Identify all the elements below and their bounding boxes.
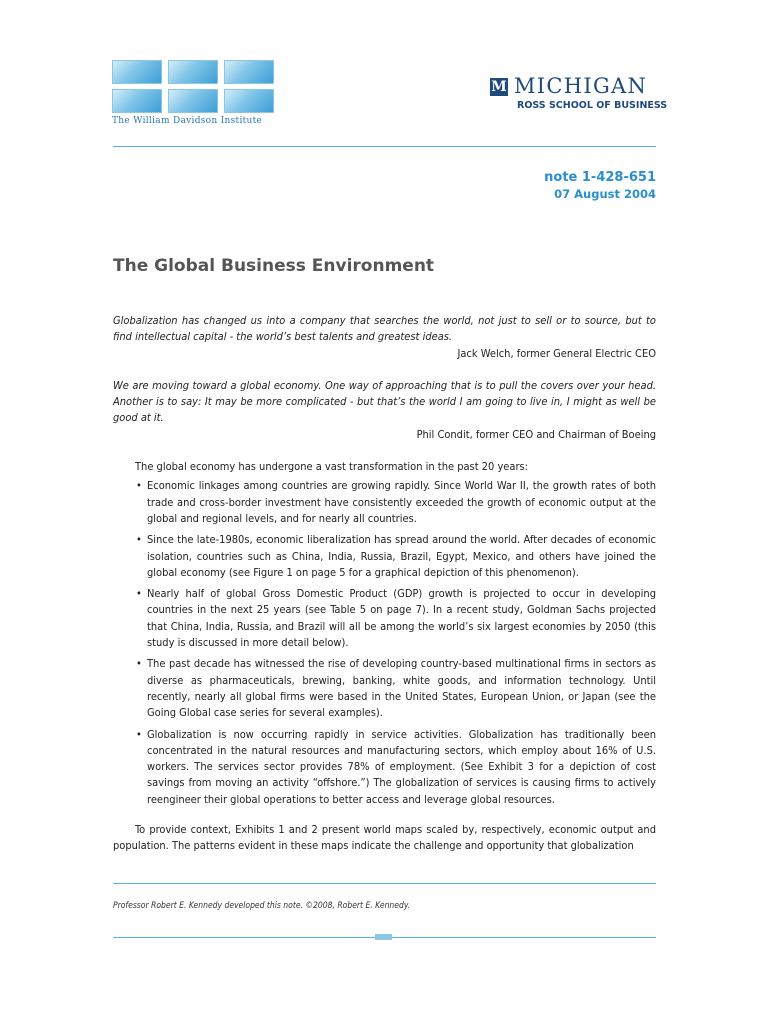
quote-text: Globalization has changed us into a company that searches the world, not just to sell or to source, but to find intellectual capital - the world’s best talents and greatest ideas. <box>113 314 656 344</box>
school-name: ROSS SCHOOL OF BUSINESS <box>517 100 668 111</box>
logo-tile-grid <box>112 60 282 113</box>
note-info <box>544 169 656 202</box>
bullet-item: • Nearly half of global Gross Domestic Product (GDP) growth is projected to occur in developing countries in the next 25 years (see Table 5 on page 7). In a recent study, Goldman Sachs projected that China, India, Russia, and Brazil will all be among the world’s six largest economies by 2050 (this study is discussed in more detail below). <box>135 586 656 651</box>
quote-text: We are moving toward a global economy. One way of approaching that is to pull the covers over your head. Another is to say: It may be more complicated - but that’s the world I am going to live in, I might as well be good at it. <box>113 378 656 425</box>
bullet-item: • Since the late-1980s, economic liberalization has spread around the world. After decades of economic isolation, countries such as China, India, Russia, Brazil, Egypt, Mexico, and others have joined the global economy (see Figure 1 on page 5 for a graphical depiction of this phenomenon). <box>135 532 656 581</box>
bullet-item: • The past decade has witnessed the rise of developing country-based multinational firms in sectors as diverse as pharmaceuticals, brewing, banking, white goods, and information technology. Until recently, nearly all global firms were based in the United States, European Union, or Japan (see the Going Global case series for several examples). <box>135 656 656 721</box>
context-paragraph: To provide context, Exhibits 1 and 2 present world maps scaled by, respectively, economic output and population. The patterns evident in these maps indicate the challenge and opportunity that globalization <box>113 823 656 853</box>
document-body <box>113 313 656 866</box>
document-title: The Global Business Environment <box>113 256 435 276</box>
note-number: note 1-428-651 <box>544 170 656 185</box>
university-name: MICHIGAN <box>514 74 648 98</box>
logo-tile <box>224 89 274 113</box>
michigan-ross-logo <box>490 74 668 111</box>
bullet-item: • Globalization is now occurring rapidly in service activities. Globalization has traditionally been concentrated in the natural resources and manufacturing sectors, which employ about 16% of U.S. workers. The services sector provides 78% of employment. (See Exhibit 3 for a depiction of cost savings from moving an activity “offshore.”) The globalization of services is causing firms to actively reengineer their global operations to better access and leverage global resources. <box>135 727 656 808</box>
intro-paragraph: The global economy has undergone a vast transformation in the past 20 years: <box>135 460 529 474</box>
footnote: Professor Robert E. Kennedy developed this note. ©2008, Robert E. Kennedy. <box>113 901 411 911</box>
logo-tile <box>224 60 274 84</box>
header-divider <box>113 146 656 147</box>
footnote-divider <box>113 883 656 884</box>
logo-tile <box>112 89 162 113</box>
bullet-item: • Economic linkages among countries are growing rapidly. Since World War II, the growth rates of both trade and cross-border investment have consistently exceeded the growth of economic output at the global and regional levels, and for nearly all countries. <box>135 478 656 527</box>
um-wordmark <box>490 76 658 97</box>
quote-attribution: Jack Welch, former General Electric CEO <box>457 346 656 360</box>
logo-tile <box>168 89 218 113</box>
quote-attribution: Phil Condit, former CEO and Chairman of Boeing <box>416 427 656 441</box>
william-davidson-institute-logo <box>112 60 282 126</box>
logo-tile <box>168 60 218 84</box>
note-date: 07 August 2004 <box>554 187 656 201</box>
block-m-icon: M <box>491 78 507 95</box>
logo-tile <box>112 60 162 84</box>
institute-name: The William Davidson Institute <box>112 116 263 126</box>
bullet-list <box>113 478 656 808</box>
page-marker <box>375 934 392 940</box>
